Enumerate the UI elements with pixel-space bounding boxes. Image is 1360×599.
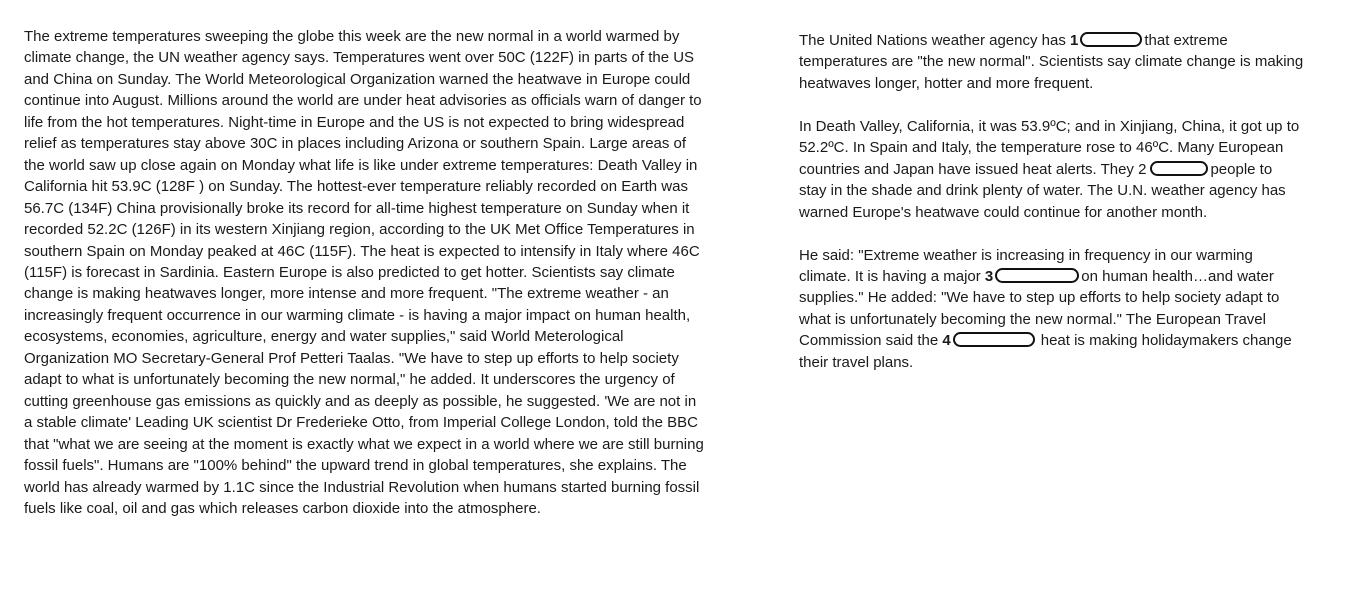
article-line: The extreme temperatures sweeping the globe this week are the new normal in a world warmed by — [24, 28, 680, 45]
text-line: In Death Valley, California, it was 53.9ºC; and in Xinjiang, China, it got up to — [799, 117, 1300, 135]
gap-input-3[interactable] — [995, 268, 1079, 283]
text-line: 52.2ºC. In Spain and Italy, the temperature rose to 46ºC. Many European — [799, 139, 1284, 157]
text-line — [799, 330, 1354, 351]
article-line: climate change, the UN weather agency says. Temperatures went over 50C (122F) in parts of the US — [24, 49, 695, 67]
gap-input-4[interactable] — [953, 332, 1035, 347]
article-line: Organization MO Secretary-General Prof Petteri Taalas. "We have to step up efforts to help society — [24, 349, 679, 367]
gap-paragraph-3 — [799, 245, 1354, 374]
gap-number-4: 4 — [942, 332, 951, 350]
text-segment: on human health…and water — [1081, 267, 1274, 285]
article-line: 56.7C (134F) China provisionally broke its record for all-time highest temperature on Sunday when it — [24, 199, 690, 217]
article-line: that "what we are seeing at the moment is exactly what we expect in a world where we are still burning — [24, 435, 704, 453]
article-line: fuels like coal, oil and gas which releases carbon dioxide into the atmosphere. — [24, 499, 541, 517]
text-segment: Commission said the — [799, 332, 943, 350]
gap-input-1[interactable] — [1080, 32, 1142, 47]
article-line: cutting greenhouse gas emissions as quickly and as deeply as possible, he suggested. 'We are not in — [24, 392, 697, 410]
article-line: adapt to what is unfortunately becoming the new normal," he added. It underscores the urgency of — [24, 371, 675, 389]
article-line: and China on Sunday. The World Meteorological Organization warned the heatwave in Europe could — [24, 70, 691, 88]
article-line: world has already warmed by 1.1C since the Industrial Revolution when humans started burning fossil — [24, 478, 700, 496]
text-line: warned Europe's heatwave could continue for another month. — [799, 203, 1208, 221]
gap-input-2[interactable] — [1150, 161, 1208, 176]
article-line: life from the hot temperatures. Night-time in Europe and the US is not expected to bring widespread — [24, 113, 685, 131]
text-line — [799, 30, 1354, 51]
article-line: the world saw up close again on Monday what life is like under extreme temperatures: Death Valley in — [24, 156, 698, 174]
article-line: ecosystems, economies, agriculture, energy and water supplies," said World Meterological — [24, 328, 624, 346]
text-line: what is unfortunately becoming the new normal." The European Travel — [799, 310, 1266, 328]
text-line: stay in the shade and drink plenty of water. The U.N. weather agency has — [799, 182, 1286, 200]
text-segment: people to — [1210, 160, 1273, 178]
text-segment: The United Nations weather agency has — [799, 32, 1070, 49]
text-line: He said: "Extreme weather is increasing in frequency in our warming — [799, 246, 1253, 264]
text-line: heatwaves longer, hotter and more frequent. — [799, 74, 1094, 92]
text-segment: heat is making holidaymakers change — [1040, 332, 1292, 350]
gap-paragraph-1 — [799, 30, 1354, 94]
article-text — [24, 26, 764, 519]
article-line: continue into August. Millions around the world are under heat advisories as officials warn of danger to — [24, 92, 702, 110]
gap-number-1: 1 — [1070, 32, 1079, 49]
text-segment: countries and Japan have issued heat alerts. They 2 — [799, 160, 1147, 178]
text-line: temperatures are "the new normal". Scientists say climate change is making — [799, 53, 1304, 71]
text-line — [799, 266, 1354, 287]
gap-paragraph-2 — [799, 116, 1354, 223]
article-line: a stable climate' Leading UK scientist Dr Frederieke Otto, from Imperial College London, told the BBC — [24, 414, 699, 432]
article-line: fossil fuels". Humans are "100% behind" the upward trend in global temperatures, she explains. The — [24, 457, 687, 475]
article-line: southern Spain on Monday peaked at 46C (115F). The heat is expected to intensify in Italy where 46C — [24, 242, 700, 260]
text-line: supplies." He added: "We have to step up efforts to help society adapt to — [799, 289, 1280, 307]
article-line: increasingly frequent occurrence in our warming climate - is having a major impact on human health, — [24, 306, 691, 324]
article-line: change is making heatwaves longer, more intense and more frequent. "The extreme weather - an — [24, 285, 669, 303]
article-line: (115F) is forecast in Sardinia. Eastern Europe is also predicted to get hotter. Scientists say climate — [24, 263, 675, 281]
article-line: recorded 52.2C (126F) in its western Xinjiang region, according to the UK Met Office Temperatures in — [24, 221, 695, 239]
text-line: their travel plans. — [799, 353, 914, 371]
text-segment: that extreme — [1144, 32, 1228, 49]
article-line: California hit 53.9C (128F ) on Sunday. The hottest-ever temperature reliably recorded on Earth was — [24, 178, 688, 196]
gap-number-3: 3 — [984, 267, 994, 285]
gap-fill-exercise — [799, 30, 1354, 395]
article-line: relief as temperatures stay above 30C in places including Arizona or southern Spain. Large areas of — [24, 135, 687, 153]
text-line — [799, 159, 1354, 180]
text-segment: climate. It is having a major — [799, 267, 985, 285]
